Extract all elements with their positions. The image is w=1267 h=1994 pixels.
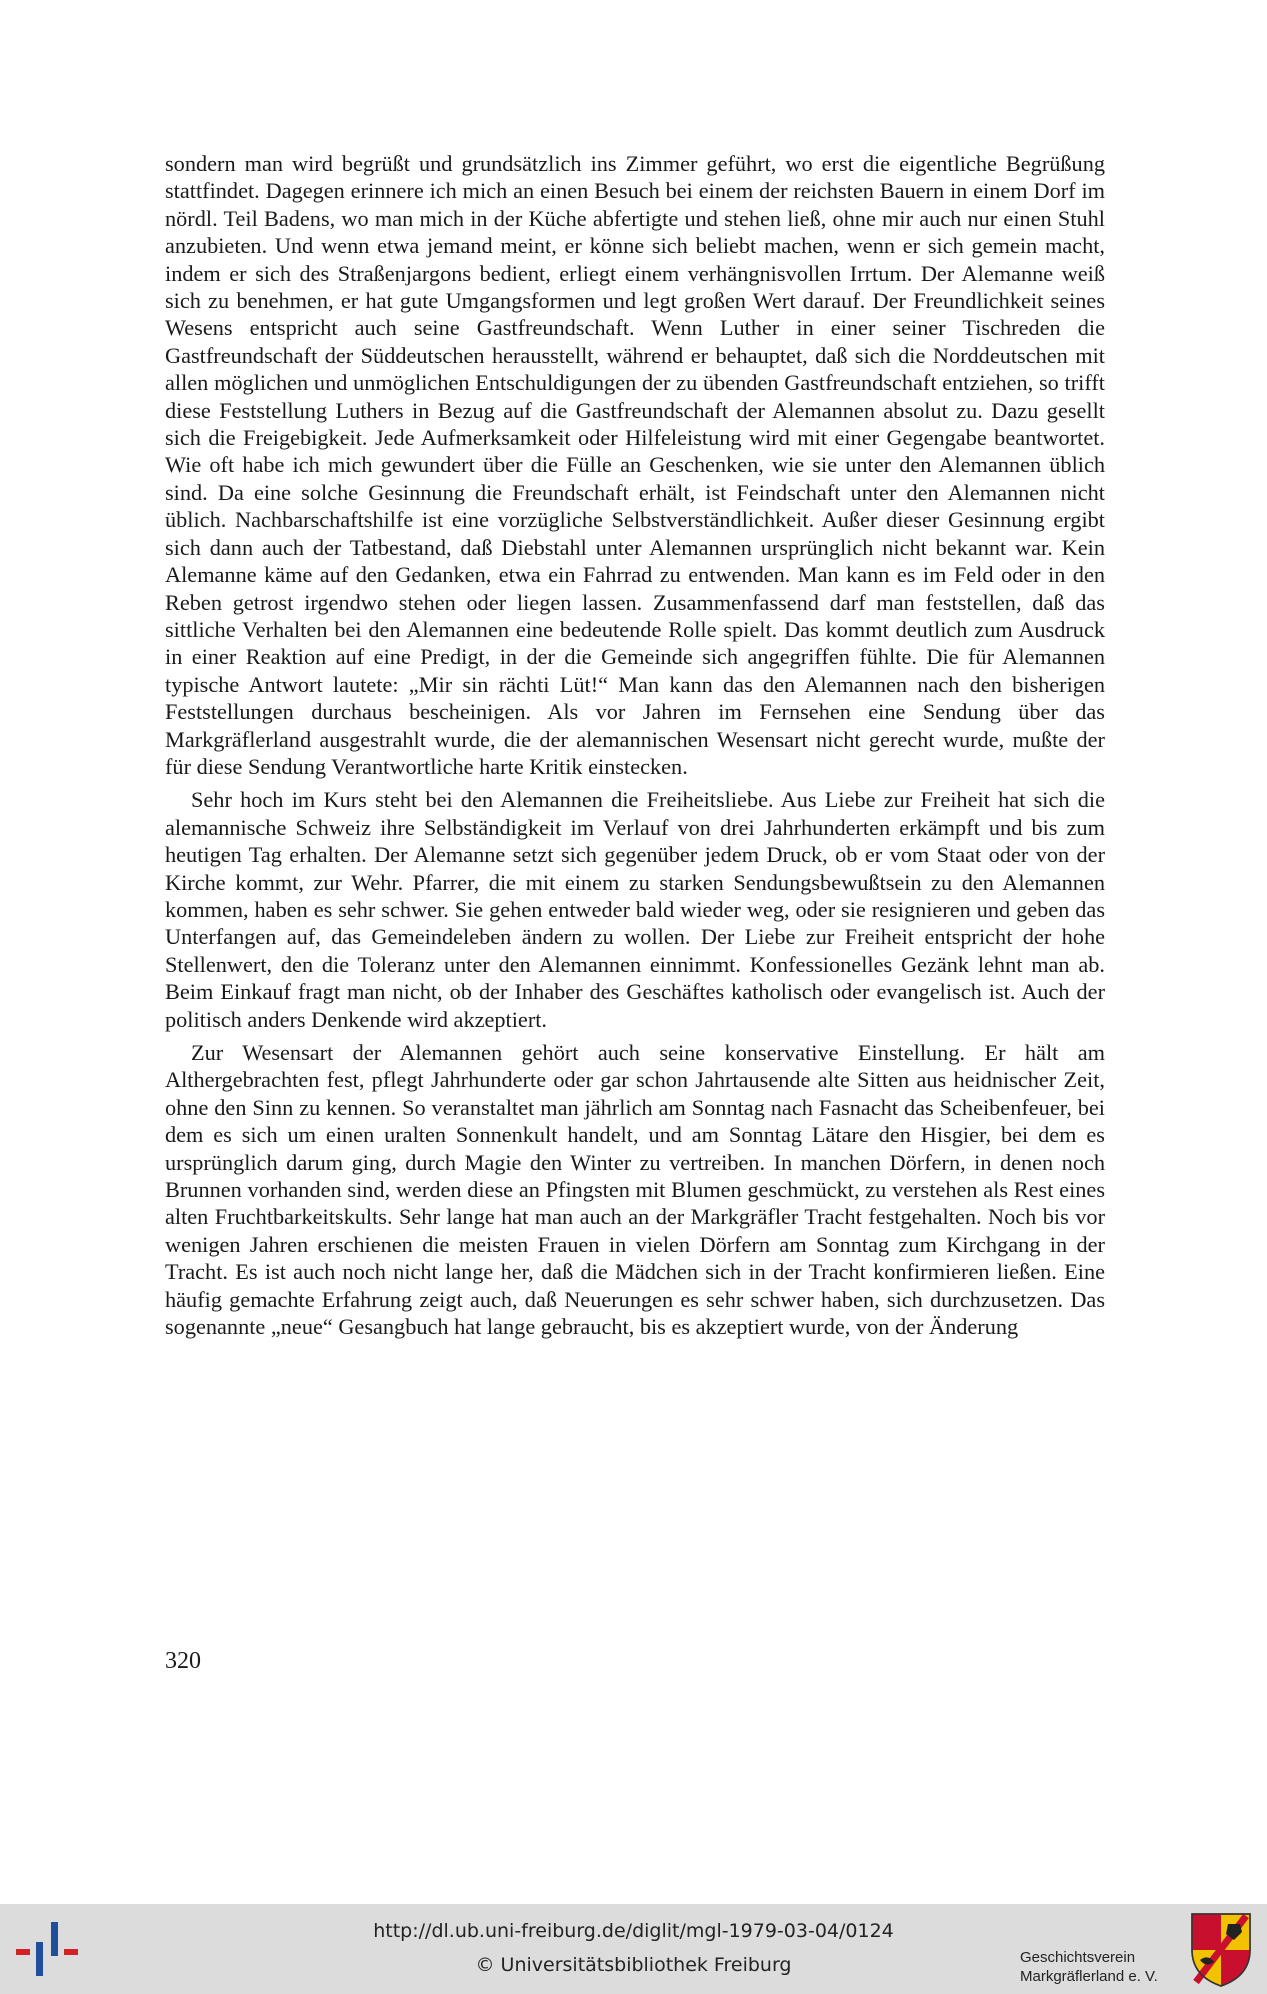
paragraph-1: sondern man wird begrüßt und grundsätzlich ins Zimmer geführt, wo erst die eigentliche Begrüßung stattfindet. Dagegen erinnere ich mich an einen Besuch bei einem der reichsten Bauern in einem Dorf im nördl. Teil Badens, wo man mich in der Küche abfertigte und stehen ließ, ohne mir auch nur einen Stuhl anzubieten. Und wenn etwa jemand meint, er könne sich beliebt machen, wenn er sich gemein macht, indem er sich des Straßenjargons bedient, erliegt einem verhängnisvollen Irrtum. Der Alemanne weiß sich zu benehmen, er hat gute Umgangsformen und legt großen Wert darauf. Der Freundlichkeit seines Wesens entspricht auch seine Gastfreundschaft. Wenn Luther in einer seiner Tischreden die Gastfreundschaft der Süddeutschen herausstellt, während er behauptet, daß sich die Norddeutschen mit allen möglichen und unmöglichen Entschuldigungen der zu übenden Gastfreundschaft entziehen, so trifft diese Feststellung Luthers in Bezug auf die Gastfreundschaft der Alemannen absolut zu. Dazu gesellt sich die Freigebigkeit. Jede Aufmerksamkeit oder Hilfeleistung wird mit einer Gegengabe beantwortet. Wie oft habe ich mich gewundert über die Fülle an Geschenken, wie sie unter den Alemannen üblich sind. Da eine solche Gesinnung die Freundschaft erhält, ist Feindschaft unter den Alemannen nicht üblich. Nachbarschaftshilfe ist eine vorzügliche Selbstverständlichkeit. Außer dieser Gesinnung ergibt sich dann auch der Tatbestand, daß Diebstahl unter Alemannen ursprünglich nicht bekannt war. Kein Alemanne käme auf den Gedanken, etwa ein Fahrrad zu entwenden. Man kann es im Feld oder in den Reben getrost irgendwo stehen oder liegen lassen. Zusammenfassend darf man feststellen, daß das sittliche Verhalten bei den Alemannen eine bedeutende Rolle spielt. Das kommt deutlich zum Ausdruck in einer Reaktion auf eine Predigt, in der die Gemeinde sich angegriffen fühlte. Die für Alemannen typische Antwort lautete: „Mir sin rächti Lüt!“ Man kann das den Alemannen nach den bisherigen Feststellungen durchaus bescheinigen. Als vor Jahren im Fernsehen eine Sendung über das Markgräflerland ausgestrahlt wurde, die der alemannischen Wesensart nicht gerecht wurde, mußte der für diese Sendung Verantwortliche harte Kritik einstecken. xyxy=(165,151,1105,779)
paragraph-2: Sehr hoch im Kurs steht bei den Alemannen die Freiheitsliebe. Aus Liebe zur Freiheit hat sich die alemannische Schweiz ihre Selbständigkeit im Verlauf von drei Jahrhunderten erkämpft und bis zum heutigen Tag erhalten. Der Alemanne setzt sich gegenüber jedem Druck, ob er vom Staat oder von der Kirche kommt, zur Wehr. Pfarrer, die mit einem zu starken Sendungsbewußtsein zu den Alemannen kommen, haben es sehr schwer. Sie gehen entweder bald wieder weg, oder sie resignieren und geben das Unterfangen auf, das Gemeindeleben ändern zu wollen. Der Liebe zur Freiheit entspricht der hohe Stellenwert, den die Toleranz unter den Alemannen einnimmt. Konfessionelles Gezänk lehnt man ab. Beim Einkauf fragt man nicht, ob der Inhaber des Geschäftes katholisch oder evangelisch ist. Auch der politisch anders Denkende wird akzeptiert. xyxy=(165,787,1105,1032)
society-name xyxy=(1020,1948,1190,1986)
paragraph-3: Zur Wesensart der Alemannen gehört auch seine konservative Einstellung. Er hält am Althergebrachten fest, pflegt Jahrhunderte oder gar schon Jahrtausende alte Sitten aus heidnischer Zeit, ohne den Sinn zu kennen. So veranstaltet man jährlich am Sonntag nach Fasnacht das Scheibenfeuer, bei dem es sich um einen uralten Sonnenkult handelt, und am Sonntag Lätare den Hisgier, bei dem es ursprünglich darum ging, durch Magie den Winter zu vertreiben. In manchen Dörfern, in denen noch Brunnen vorhanden sind, werden diese an Pfingsten mit Blumen geschmückt, zu verstehen als Rest eines alten Fruchtbarkeitskults. Sehr lange hat man auch an der Markgräfler Tracht festgehalten. Noch bis vor wenigen Jahren erschienen die meisten Frauen in vielen Dörfern am Sonntag zum Kirchgang in der Tracht. Es ist auch noch nicht lange her, daß die Mädchen sich in der Tracht konfirmieren ließen. Eine häufig gemachte Erfahrung zeigt auch, daß Neuerungen es sehr schwer haben, sich durchzusetzen. Das sogenannte „neue“ Gesangbuch hat lange gebraucht, bis es akzeptiert wurde, von der Änderung xyxy=(165,1040,1105,1340)
footer-copyright: © Universitätsbibliothek Freiburg xyxy=(475,1954,792,1976)
footer-bar xyxy=(0,1904,1267,1994)
coat-of-arms-icon xyxy=(1188,1910,1254,1988)
society-line-2: Markgräflerland e. V. xyxy=(1020,1968,1158,1985)
footer-url-link[interactable]: http://dl.ub.uni-freiburg.de/diglit/mgl-1979-03-04/0124 xyxy=(373,1920,894,1942)
page-text xyxy=(165,150,1105,1340)
page-number: 320 xyxy=(165,1648,201,1674)
society-line-1: Geschichtsverein xyxy=(1020,1949,1136,1966)
